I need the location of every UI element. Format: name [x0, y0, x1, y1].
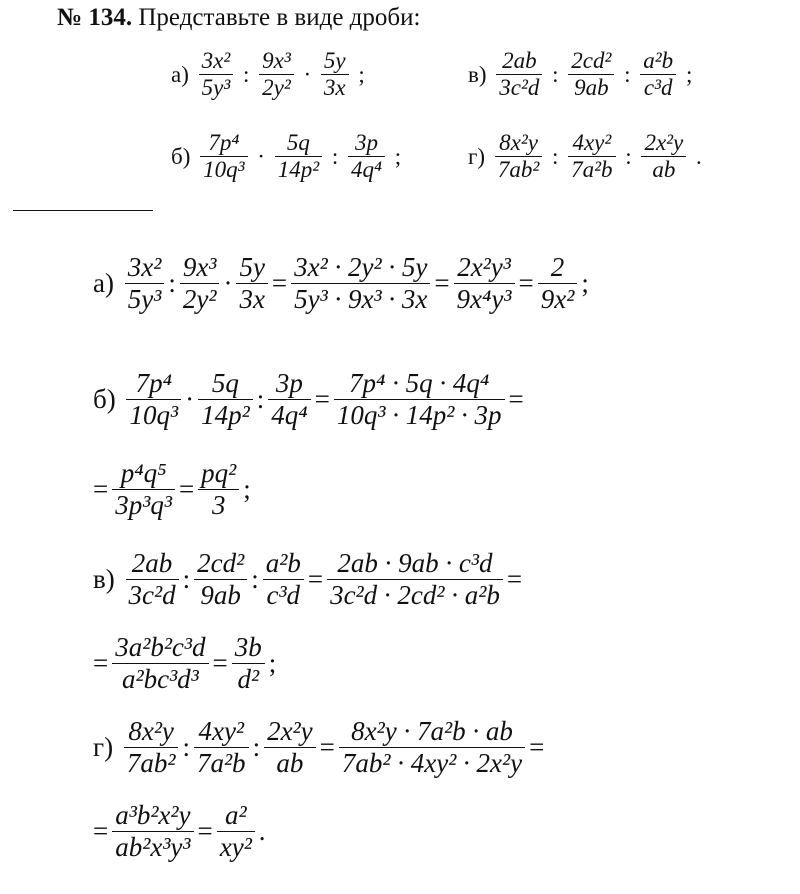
- operator: ;: [581, 268, 589, 299]
- fraction-numerator: 2ab: [502, 48, 537, 73]
- operator: =: [319, 732, 335, 763]
- fraction: [198, 458, 239, 521]
- operator: ;: [243, 474, 251, 505]
- fraction: [124, 716, 179, 779]
- operator: :: [182, 564, 191, 595]
- fraction-numerator: a³b²x²y: [115, 800, 191, 830]
- operator: =: [93, 648, 109, 679]
- fraction-denominator: ab: [276, 748, 304, 779]
- fraction-numerator: 5q: [286, 130, 310, 155]
- fraction-denominator: 4q⁴: [351, 157, 382, 183]
- fraction: [291, 252, 430, 315]
- fraction: [327, 548, 503, 611]
- fraction-numerator: 3x² · 2y² · 5y: [294, 252, 428, 282]
- operator: :: [256, 384, 265, 415]
- fraction: [236, 252, 267, 315]
- fraction: [126, 548, 179, 611]
- solution-v-continued: [90, 632, 279, 695]
- terminator: ;: [358, 61, 365, 87]
- fraction: [339, 716, 525, 779]
- operator: =: [307, 564, 324, 595]
- fraction: [112, 800, 193, 863]
- equation-line: [124, 252, 592, 315]
- fraction-numerator: p⁴q⁵: [120, 458, 167, 488]
- fraction-denominator: 7a²b: [196, 748, 246, 779]
- fraction: [194, 716, 249, 779]
- fraction-denominator: ab: [652, 157, 676, 183]
- fraction-numerator: a²b: [643, 48, 674, 73]
- equation-line: [90, 800, 269, 863]
- fraction: [264, 716, 316, 779]
- solution-a-label: а): [93, 268, 114, 299]
- fraction-denominator: 3: [211, 490, 226, 521]
- fraction-denominator: 3c²d: [499, 75, 540, 101]
- fraction: [217, 800, 255, 863]
- terminator: ;: [685, 61, 693, 87]
- operator: =: [508, 384, 524, 415]
- operator: :: [331, 143, 339, 169]
- fraction-denominator: 3c²d: [128, 580, 176, 611]
- operator: :: [251, 564, 259, 595]
- fraction-denominator: 14p²: [277, 157, 320, 183]
- operator: =: [178, 474, 195, 505]
- fraction: [112, 632, 208, 695]
- fraction-denominator: 14p²: [201, 400, 250, 431]
- fraction-numerator: 3x²: [127, 252, 162, 282]
- fraction: [180, 252, 220, 315]
- fraction-numerator: 4xy²: [572, 130, 612, 155]
- operator: :: [168, 268, 176, 299]
- section-divider: [13, 210, 153, 211]
- fraction-denominator: ab²x³y³: [115, 832, 191, 863]
- fraction: [125, 252, 165, 315]
- fraction-numerator: 9x³: [182, 252, 217, 282]
- operator: =: [93, 474, 109, 505]
- operator: :: [625, 143, 632, 169]
- fraction-denominator: 10q³: [203, 157, 245, 183]
- exercise-header: [57, 4, 420, 32]
- fraction-numerator: 2cd²: [197, 548, 245, 578]
- fraction-denominator: 7a²b: [571, 157, 613, 183]
- fraction-denominator: 7ab²: [126, 748, 176, 779]
- fraction: [334, 368, 505, 431]
- terminator: .: [696, 143, 702, 169]
- solution-a: [90, 252, 592, 315]
- fraction-numerator: a²b: [265, 548, 301, 578]
- solution-b-label: б): [93, 384, 116, 415]
- problem-g: [465, 130, 705, 184]
- problem-a: [168, 48, 368, 102]
- fraction: [112, 458, 175, 521]
- fraction-numerator: 9x³: [262, 48, 291, 73]
- equation-line: [125, 368, 526, 431]
- fraction-numerator: 2x²y: [267, 716, 313, 746]
- fraction-numerator: 5q: [211, 368, 239, 398]
- fraction-denominator: c³d: [266, 580, 301, 611]
- problem-b-label: б): [171, 143, 191, 169]
- fraction-numerator: 3p: [355, 130, 378, 155]
- fraction: [126, 368, 181, 431]
- fraction-denominator: 3x: [323, 75, 346, 101]
- solution-b-continued: [90, 458, 254, 521]
- problem-b: [168, 130, 404, 184]
- fraction: [454, 252, 515, 315]
- fraction-numerator: 3x²: [201, 48, 231, 73]
- fraction: [194, 548, 247, 611]
- operator: =: [271, 268, 288, 299]
- fraction-denominator: 9x²: [540, 284, 575, 315]
- fraction-numerator: 7p⁴ · 5q · 4q⁴: [349, 368, 490, 398]
- operator: =: [506, 564, 523, 595]
- problem-a-label: а): [171, 61, 189, 87]
- fraction-denominator: 9ab: [574, 75, 609, 101]
- operator: =: [518, 268, 534, 299]
- operator: ·: [185, 384, 195, 415]
- problem-g-label: г): [468, 143, 486, 169]
- fraction-numerator: 3a²b²c³d: [115, 632, 206, 662]
- operator: =: [212, 648, 228, 679]
- fraction-numerator: 2x²y: [644, 130, 684, 155]
- fraction-denominator: 7ab²: [497, 157, 540, 183]
- fraction-denominator: 3x: [239, 284, 265, 315]
- fraction-denominator: 2y²: [182, 284, 217, 315]
- exercise-prompt: Представьте в виде дроби:: [138, 4, 421, 31]
- operator: =: [434, 268, 450, 299]
- fraction: [232, 632, 265, 695]
- equation-line: [90, 632, 279, 695]
- solution-b: [90, 368, 527, 431]
- problem-v: [465, 48, 695, 102]
- fraction-numerator: 5y: [239, 252, 265, 282]
- equation-line: [90, 458, 254, 521]
- fraction-numerator: 3p: [275, 368, 303, 398]
- operator: :: [182, 732, 190, 763]
- fraction-numerator: 4xy²: [198, 716, 245, 746]
- fraction-numerator: a²: [224, 800, 247, 830]
- fraction-denominator: 10q³ · 14p² · 3p: [336, 400, 502, 431]
- equation-line: [123, 716, 548, 779]
- operator: ·: [223, 268, 233, 299]
- fraction-denominator: 2y²: [262, 75, 291, 101]
- operator: :: [252, 732, 261, 763]
- fraction-denominator: 3c²d · 2cd² · a²b: [330, 580, 500, 611]
- operator: :: [552, 143, 559, 169]
- fraction-numerator: 5y: [323, 48, 346, 73]
- fraction-denominator: a²bc³d³: [121, 664, 199, 695]
- fraction-denominator: xy²: [219, 832, 252, 863]
- fraction-denominator: 5y³: [127, 284, 162, 315]
- operator: =: [314, 384, 330, 415]
- fraction: [198, 368, 253, 431]
- fraction-denominator: 5y³: [201, 75, 231, 101]
- operator: .: [258, 816, 266, 847]
- operator: ;: [268, 648, 277, 679]
- fraction-denominator: 9ab: [200, 580, 241, 611]
- operator: =: [93, 816, 109, 847]
- solution-g-continued: [90, 800, 269, 863]
- equation-line: [125, 548, 526, 611]
- fraction-numerator: 2cd²: [571, 48, 612, 73]
- solution-g-label: г): [93, 732, 114, 763]
- operator: ·: [303, 61, 312, 87]
- fraction-denominator: 5y³ · 9x³ · 3x: [294, 284, 428, 315]
- solution-v-label: в): [93, 564, 115, 595]
- operator: =: [529, 732, 545, 763]
- operator: ·: [257, 143, 265, 169]
- fraction-numerator: 2ab · 9ab · c³d: [337, 548, 493, 578]
- fraction-denominator: 4q⁴: [271, 400, 308, 431]
- fraction-denominator: 3p³q³: [115, 490, 172, 521]
- fraction-denominator: 9x⁴y³: [456, 284, 512, 315]
- fraction-numerator: pq²: [201, 458, 237, 488]
- fraction: [263, 548, 304, 611]
- terminator: ;: [394, 143, 402, 169]
- fraction-denominator: d²: [237, 664, 260, 695]
- fraction-numerator: 7p⁴: [208, 130, 240, 155]
- fraction-numerator: 2ab: [131, 548, 173, 578]
- fraction-numerator: 3b: [234, 632, 262, 662]
- operator: =: [197, 816, 213, 847]
- fraction-numerator: 8x²y: [499, 130, 538, 155]
- fraction-numerator: 2x²y³: [457, 252, 511, 282]
- fraction: [538, 252, 578, 315]
- fraction-denominator: 7ab² · 4xy² · 2x²y: [341, 748, 523, 779]
- fraction-denominator: 10q³: [129, 400, 179, 431]
- fraction-numerator: 8x²y · 7a²b · ab: [351, 716, 513, 746]
- exercise-number: № 134.: [57, 4, 133, 31]
- fraction: [268, 368, 310, 431]
- operator: :: [624, 61, 631, 87]
- operator: :: [552, 61, 559, 87]
- operator: :: [242, 61, 250, 87]
- fraction-numerator: 8x²y: [128, 716, 174, 746]
- solution-g: [90, 716, 547, 779]
- fraction-numerator: 7p⁴: [135, 368, 172, 398]
- fraction-numerator: 2: [550, 252, 565, 282]
- problem-v-label: в): [468, 61, 487, 87]
- fraction-denominator: c³d: [643, 75, 673, 101]
- solution-v: [90, 548, 525, 611]
